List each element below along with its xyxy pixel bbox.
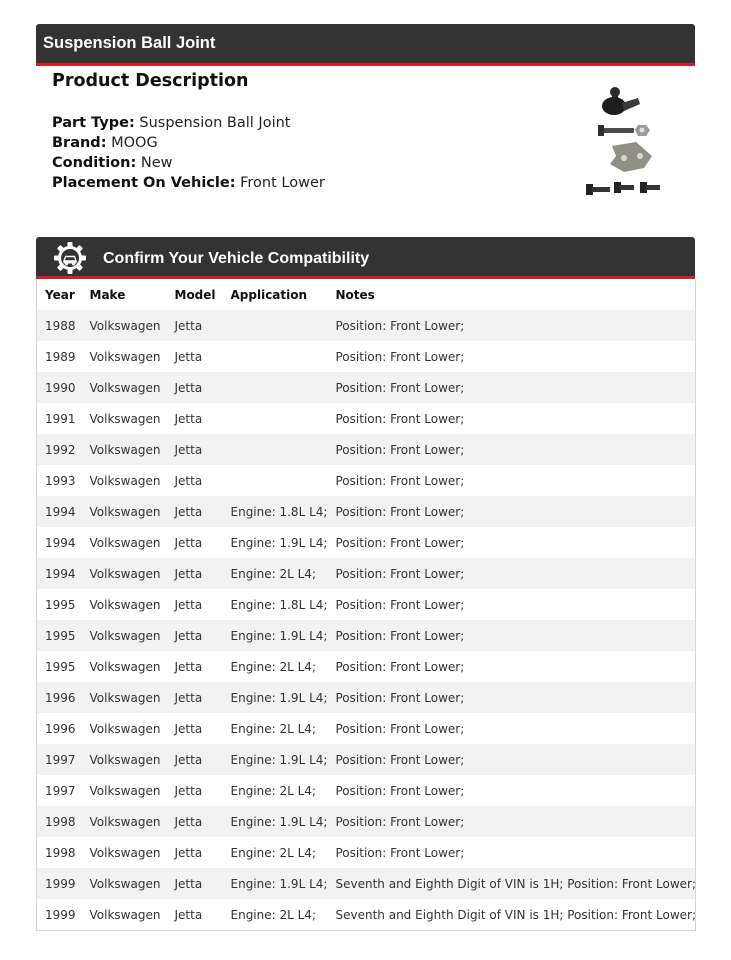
cell-notes: Position: Front Lower; [335, 690, 465, 705]
table-row [37, 651, 696, 682]
cell-application: Engine: 1.9L L4; [230, 752, 328, 767]
cell-model: Jetta [174, 659, 203, 674]
cell-model: Jetta [174, 504, 203, 519]
cell-make: Volkswagen [89, 442, 161, 457]
cell-make: Volkswagen [89, 597, 161, 612]
cell-make: Volkswagen [89, 876, 161, 891]
cell-make: Volkswagen [89, 845, 161, 860]
compatibility-table [36, 279, 696, 931]
cell-notes: Position: Front Lower; [335, 597, 465, 612]
table-row [37, 682, 696, 713]
cell-model: Jetta [174, 566, 203, 581]
table-row [37, 434, 696, 465]
cell-make: Volkswagen [89, 411, 161, 426]
cell-make: Volkswagen [89, 504, 161, 519]
table-row [37, 837, 696, 868]
cell-make: Volkswagen [89, 783, 161, 798]
table-row [37, 806, 696, 837]
gear-car-icon [53, 241, 87, 275]
column-header-model: Model [174, 287, 216, 302]
table-row [37, 620, 696, 651]
cell-model: Jetta [174, 876, 203, 891]
cell-notes: Position: Front Lower; [335, 783, 465, 798]
cell-year: 1998 [45, 845, 76, 860]
spec-placement: Placement On Vehicle: Front Lower [52, 175, 325, 191]
cell-model: Jetta [174, 845, 203, 860]
cell-notes: Seventh and Eighth Digit of VIN is 1H; Position: Front Lower; [335, 876, 696, 891]
spec-part-type: Part Type: Suspension Ball Joint [52, 115, 291, 131]
cell-notes: Position: Front Lower; [335, 535, 465, 550]
table-row [37, 465, 696, 496]
cell-year: 1990 [45, 380, 76, 395]
cell-model: Jetta [174, 690, 203, 705]
column-header-application: Application [230, 287, 308, 302]
cell-application: Engine: 1.9L L4; [230, 876, 328, 891]
cell-year: 1994 [45, 535, 76, 550]
cell-make: Volkswagen [89, 318, 161, 333]
cell-model: Jetta [174, 442, 203, 457]
cell-make: Volkswagen [89, 473, 161, 488]
cell-model: Jetta [174, 752, 203, 767]
cell-make: Volkswagen [89, 752, 161, 767]
cell-year: 1995 [45, 597, 76, 612]
cell-application [223, 465, 328, 496]
compatibility-title: Confirm Your Vehicle Compatibility [103, 250, 370, 267]
cell-application: Engine: 2L L4; [230, 721, 316, 736]
cell-year: 1994 [45, 566, 76, 581]
cell-model: Jetta [174, 783, 203, 798]
cell-model: Jetta [174, 721, 203, 736]
table-row [37, 558, 696, 589]
cell-model: Jetta [174, 628, 203, 643]
cell-year: 1997 [45, 752, 76, 767]
cell-model: Jetta [174, 411, 203, 426]
spec-condition: Condition: New [52, 155, 173, 171]
cell-make: Volkswagen [89, 535, 161, 550]
spec-brand: Brand: MOOG [52, 135, 158, 151]
cell-application [223, 372, 328, 403]
cell-model: Jetta [174, 597, 203, 612]
cell-model: Jetta [174, 814, 203, 829]
spec-list [52, 113, 325, 193]
cell-year: 1995 [45, 659, 76, 674]
cell-notes: Position: Front Lower; [335, 814, 465, 829]
table-row [37, 403, 696, 434]
column-header-make: Make [89, 287, 126, 302]
cell-application [223, 341, 328, 372]
cell-year: 1994 [45, 504, 76, 519]
cell-year: 1995 [45, 628, 76, 643]
cell-year: 1998 [45, 814, 76, 829]
table-row [37, 496, 696, 527]
cell-year: 1988 [45, 318, 76, 333]
cell-year: 1993 [45, 473, 76, 488]
table-row [37, 899, 696, 931]
table-row [37, 868, 696, 899]
table-header-row [37, 279, 696, 310]
cell-application: Engine: 1.9L L4; [230, 535, 328, 550]
column-header-year: Year [45, 287, 75, 302]
cell-year: 1989 [45, 349, 76, 364]
cell-make: Volkswagen [89, 380, 161, 395]
cell-application: Engine: 2L L4; [230, 783, 316, 798]
cell-model: Jetta [174, 380, 203, 395]
cell-make: Volkswagen [89, 690, 161, 705]
description-heading: Product Description [52, 71, 249, 91]
cell-year: 1991 [45, 411, 76, 426]
cell-notes: Position: Front Lower; [335, 318, 465, 333]
cell-notes: Position: Front Lower; [335, 473, 465, 488]
title-bar [36, 24, 695, 66]
cell-application: Engine: 2L L4; [230, 907, 316, 922]
cell-notes: Position: Front Lower; [335, 411, 465, 426]
cell-make: Volkswagen [89, 566, 161, 581]
cell-notes: Position: Front Lower; [335, 380, 465, 395]
cell-application [223, 434, 328, 465]
cell-year: 1997 [45, 783, 76, 798]
cell-notes: Position: Front Lower; [335, 504, 465, 519]
table-row [37, 589, 696, 620]
page-title: Suspension Ball Joint [43, 34, 216, 52]
table-row [37, 775, 696, 806]
table-body [37, 310, 696, 931]
compatibility-section [36, 237, 695, 931]
table-row [37, 744, 696, 775]
cell-year: 1996 [45, 690, 76, 705]
cell-application: Engine: 1.8L L4; [230, 504, 328, 519]
cell-notes: Position: Front Lower; [335, 721, 465, 736]
cell-make: Volkswagen [89, 659, 161, 674]
cell-model: Jetta [174, 907, 203, 922]
cell-application: Engine: 1.9L L4; [230, 690, 328, 705]
table-row [37, 527, 696, 558]
cell-notes: Position: Front Lower; [335, 659, 465, 674]
cell-model: Jetta [174, 318, 203, 333]
table-row [37, 310, 696, 341]
cell-year: 1999 [45, 876, 76, 891]
cell-notes: Position: Front Lower; [335, 845, 465, 860]
cell-year: 1992 [45, 442, 76, 457]
cell-notes: Position: Front Lower; [335, 349, 465, 364]
cell-application [223, 310, 328, 341]
cell-application: Engine: 2L L4; [230, 659, 316, 674]
cell-application [223, 403, 328, 434]
cell-notes: Position: Front Lower; [335, 628, 465, 643]
cell-year: 1996 [45, 721, 76, 736]
product-image [580, 76, 670, 206]
cell-notes: Seventh and Eighth Digit of VIN is 1H; Position: Front Lower; [335, 907, 696, 922]
cell-model: Jetta [174, 473, 203, 488]
column-header-notes: Notes [335, 287, 375, 302]
table-row [37, 372, 696, 403]
cell-notes: Position: Front Lower; [335, 566, 465, 581]
cell-application: Engine: 1.9L L4; [230, 628, 328, 643]
cell-year: 1999 [45, 907, 76, 922]
cell-make: Volkswagen [89, 814, 161, 829]
cell-application: Engine: 2L L4; [230, 566, 316, 581]
cell-model: Jetta [174, 349, 203, 364]
cell-make: Volkswagen [89, 628, 161, 643]
cell-application: Engine: 1.8L L4; [230, 597, 328, 612]
cell-notes: Position: Front Lower; [335, 442, 465, 457]
cell-make: Volkswagen [89, 349, 161, 364]
cell-make: Volkswagen [89, 721, 161, 736]
cell-model: Jetta [174, 535, 203, 550]
compatibility-bar [36, 237, 695, 279]
listing-page [36, 24, 696, 922]
cell-application: Engine: 1.9L L4; [230, 814, 328, 829]
cell-make: Volkswagen [89, 907, 161, 922]
product-description [36, 66, 695, 237]
table-row [37, 341, 696, 372]
table-row [37, 713, 696, 744]
cell-application: Engine: 2L L4; [230, 845, 316, 860]
cell-notes: Position: Front Lower; [335, 752, 465, 767]
